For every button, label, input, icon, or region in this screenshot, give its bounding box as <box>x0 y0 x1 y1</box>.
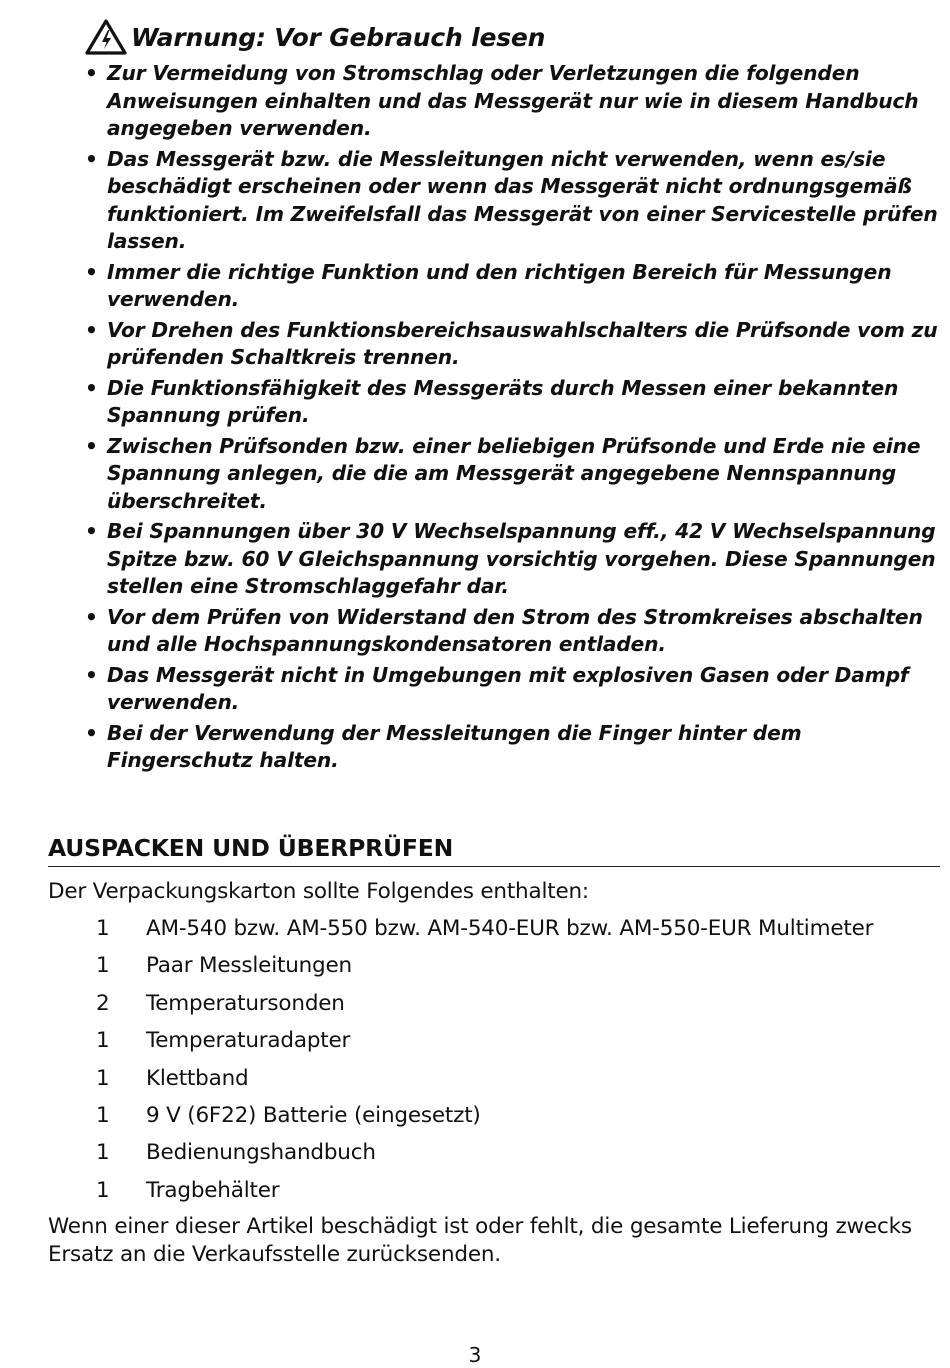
warning-list <box>84 60 944 778</box>
item-description: AM-540 bzw. AM-550 bzw. AM-540-EUR bzw. AM-550-EUR Multimeter <box>146 916 874 941</box>
item-description: Temperatursonden <box>146 990 345 1016</box>
electric-hazard-triangle-icon <box>84 18 128 56</box>
item-description: Temperaturadapter <box>146 1028 351 1054</box>
item-description: Klettband <box>146 1065 249 1091</box>
list-item <box>96 914 873 951</box>
list-item <box>96 1064 873 1101</box>
intro-text: Der Verpackungskarton sollte Folgendes enthalten: <box>48 879 589 904</box>
item-description: Paar Messleitungen <box>146 953 352 979</box>
list-item <box>96 951 873 988</box>
item-description: Bedienungshandbuch <box>146 1140 376 1166</box>
item-quantity: 1 <box>96 916 110 941</box>
list-item <box>96 989 873 1026</box>
item-quantity: 1 <box>96 953 110 979</box>
list-item: • Zwischen Prüfsonden bzw. einer beliebigen Prüfsonde und Erde nie eine Spannung anlegen, die die am Messgerät angegebene Nennspannung überschreitet. <box>85 433 921 513</box>
list-item: • Zur Vermeidung von Stromschlag oder Verletzungen die folgenden Anweisungen einhalten und das Messgerät nur wie in diesem Handbuch angegeben verwenden. <box>85 61 919 141</box>
item-quantity: 1 <box>96 1177 110 1203</box>
list-item <box>96 1138 873 1175</box>
item-quantity: 1 <box>96 1065 110 1091</box>
list-item: • Das Messgerät nicht in Umgebungen mit explosiven Gasen oder Dampf verwenden. <box>85 662 909 715</box>
list-item <box>96 1101 873 1138</box>
list-item: • Bei der Verwendung der Messleitungen die Finger hinter dem Fingerschutz halten. <box>85 720 802 773</box>
item-quantity: 2 <box>96 990 110 1016</box>
list-item: • Das Messgerät bzw. die Messleitungen nicht verwenden, wenn es/sie beschädigt erscheinen oder wenn das Messgerät nicht ordnungsgemäß funktioniert. Im Zweifelsfall das Messgerät von einer Servicestelle prüfen lassen. <box>85 146 938 254</box>
list-item <box>96 1026 873 1063</box>
item-description: 9 V (6F22) Batterie (eingesetzt) <box>146 1102 481 1128</box>
section-heading: AUSPACKEN UND ÜBERPRÜFEN <box>48 834 940 867</box>
outro-text: Wenn einer dieser Artikel beschädigt ist oder fehlt, die gesamte Lieferung zwecks Ersatz an die Verkaufsstelle zurücksenden. <box>48 1214 912 1267</box>
item-quantity: 1 <box>96 1140 110 1166</box>
list-item: • Vor Drehen des Funktionsbereichsauswahlschalters die Prüfsonde vom zu prüfenden Schaltkreis trennen. <box>85 317 938 370</box>
page-number: 3 <box>468 1343 482 1367</box>
item-quantity: 1 <box>96 1102 110 1128</box>
list-item: • Immer die richtige Funktion und den richtigen Bereich für Messungen verwenden. <box>85 259 892 312</box>
list-item: • Bei Spannungen über 30 V Wechselspannung eff., 42 V Wechselspannung Spitze bzw. 60 V Gleichspannung vorsichtig vorgehen. Diese Spannungen stellen eine Stromschlaggefahr dar. <box>85 519 936 599</box>
list-item <box>96 1176 873 1213</box>
warning-title: Warnung: Vor Gebrauch lesen <box>131 22 546 52</box>
list-item: • Die Funktionsfähigkeit des Messgeräts durch Messen einer bekannten Spannung prüfen. <box>85 375 899 428</box>
warning-heading <box>84 18 545 56</box>
package-contents-list <box>96 914 873 1213</box>
list-item: • Vor dem Prüfen von Widerstand den Strom des Stromkreises abschalten und alle Hochspannungskondensatoren entladen. <box>85 604 923 657</box>
item-description: Tragbehälter <box>146 1177 280 1203</box>
item-quantity: 1 <box>96 1028 110 1054</box>
